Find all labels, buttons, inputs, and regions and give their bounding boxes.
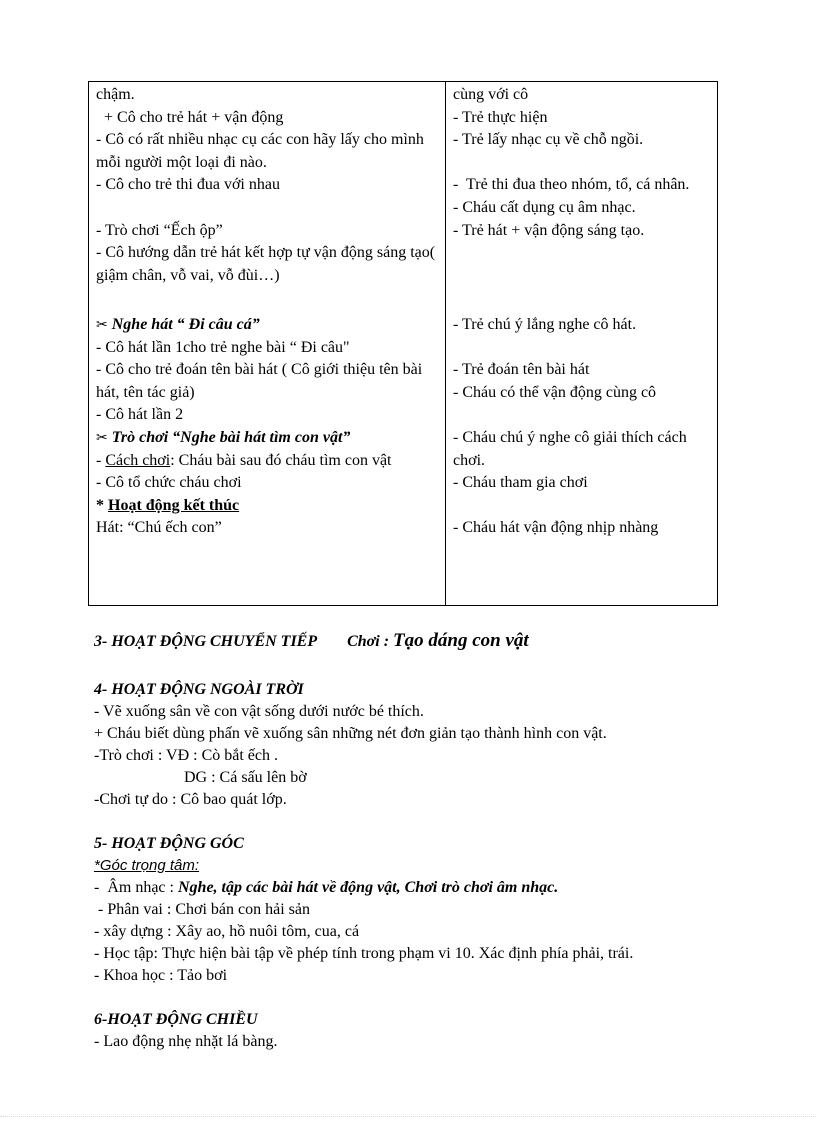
text-line: cùng với cô — [453, 86, 529, 103]
text-line: - Trò chơi “Ếch ộp” — [96, 221, 223, 239]
text-line: - Học tập: Thực hiện bài tập về phép tính trong phạm vi 10. Xác định phía phải, trái. — [94, 945, 634, 962]
text-line: - Cháu tham gia chơi — [453, 474, 588, 492]
section-3 — [94, 630, 794, 653]
text-line: DG : Cá sấu lên bờ — [184, 769, 307, 786]
text-line: + Cháu biết dùng phấn vẽ xuống sân những nét đơn giản tạo thành hình con vật. — [94, 725, 607, 742]
text-line: - Cô tổ chức cháu chơi — [96, 474, 242, 492]
teacher-column — [89, 82, 446, 606]
section-3-play-value: Tạo dáng con vật — [393, 630, 529, 651]
scissors-bullet-icon: ✂ — [96, 316, 108, 333]
text-line: chậm. — [96, 86, 135, 103]
lesson-plan-table — [88, 81, 718, 606]
text-line: - Phân vai : Chơi bán con hải sản — [94, 901, 310, 918]
game-rules-text: : Cháu bài sau đó cháu tìm con vật — [170, 451, 392, 469]
focus-corner-label: *Góc trọng tâm: — [94, 857, 200, 874]
text-line: - Cô có rất nhiều nhạc cụ các con hãy lấy cho mình mỗi người một loại đi nào. — [96, 131, 424, 171]
game-heading-text: Trò chơi “Nghe bài hát tìm con vật” — [111, 428, 351, 446]
table-row — [89, 82, 718, 606]
listen-heading — [96, 314, 439, 337]
children-column — [446, 82, 718, 606]
game-rules: - Cách chơi: Cháu bài sau đó cháu tìm con vật — [96, 451, 392, 469]
section-3-play-label: Chơi : — [347, 633, 390, 650]
page-edge-divider — [0, 1116, 816, 1117]
end-heading: * Hoạt động kết thúc — [96, 496, 240, 514]
text-line: - Vẽ xuống sân về con vật sống dưới nước bé thích. — [94, 703, 424, 720]
music-line: - Âm nhạc : Nghe, tập các bài hát về động vật, Chơi trò chơi âm nhạc. — [94, 879, 559, 896]
activity-sections — [94, 630, 794, 1053]
text-line: - Cô hát lần 2 — [96, 406, 184, 424]
text-line: - Trẻ hát + vận động sáng tạo. — [453, 221, 645, 239]
game-heading — [96, 427, 439, 450]
text-line: Hát: “Chú ếch con” — [96, 519, 222, 537]
text-line: -Chơi tự do : Cô bao quát lớp. — [94, 791, 287, 808]
section-6-title: 6-HOẠT ĐỘNG CHIỀU — [94, 1011, 258, 1028]
listen-heading-text: Nghe hát “ Đi câu cá” — [111, 315, 260, 333]
music-value: Nghe, tập các bài hát về động vật, Chơi trò chơi âm nhạc. — [177, 879, 559, 896]
text-line: -Trò chơi : VĐ : Cò bắt ếch . — [94, 747, 279, 764]
end-heading-text: Hoạt động kết thúc — [108, 496, 240, 514]
text-line: - xây dựng : Xây ao, hồ nuôi tôm, cua, cá — [94, 923, 360, 940]
text-line: - Cháu có thể vận động cùng cô — [453, 383, 657, 401]
text-line: - Cô hát lần 1cho trẻ nghe bài “ Đi câu" — [96, 338, 350, 356]
section-4-title: 4- HOẠT ĐỘNG NGOÀI TRỜI — [94, 681, 304, 698]
text-line: - Cháu chú ý nghe cô giải thích cách chơi. — [453, 428, 687, 469]
text-line: - Cháu hát vận động nhịp nhàng — [453, 519, 659, 537]
scissors-bullet-icon: ✂ — [96, 429, 108, 446]
text-line: - Trẻ lấy nhạc cụ về chỗ ngồi. — [453, 131, 644, 149]
section-3-title: 3- HOẠT ĐỘNG CHUYỂN TIẾP — [94, 633, 318, 650]
text-line: - Trẻ thực hiện — [453, 108, 548, 126]
text-line: - Khoa học : Tảo bơi — [94, 967, 228, 984]
text-line: - Trẻ thi đua theo nhóm, tổ, cá nhân. — [453, 176, 690, 194]
text-line: - Trẻ đoán tên bài hát — [453, 361, 590, 379]
text-line: - Cô cho trẻ thi đua với nhau — [96, 176, 280, 194]
text-line: - Cô hướng dẫn trẻ hát kết hợp tự vận động sáng tạo( giậm chân, vỗ vai, vỗ đùi…) — [96, 244, 436, 284]
text-line: - Trẻ chú ý lắng nghe cô hát. — [453, 315, 637, 333]
text-line: - Lao động nhẹ nhặt lá bàng. — [94, 1033, 278, 1050]
text-line: - Cháu cất dụng cụ âm nhạc. — [453, 198, 636, 216]
text-line: - Cô cho trẻ đoán tên bài hát ( Cô giới thiệu tên bài hát, tên tác giả) — [96, 361, 423, 401]
game-rules-label: Cách chơi — [105, 451, 171, 469]
text-line: + Cô cho trẻ hát + vận động — [96, 108, 284, 126]
section-5-title: 5- HOẠT ĐỘNG GÓC — [94, 835, 244, 852]
